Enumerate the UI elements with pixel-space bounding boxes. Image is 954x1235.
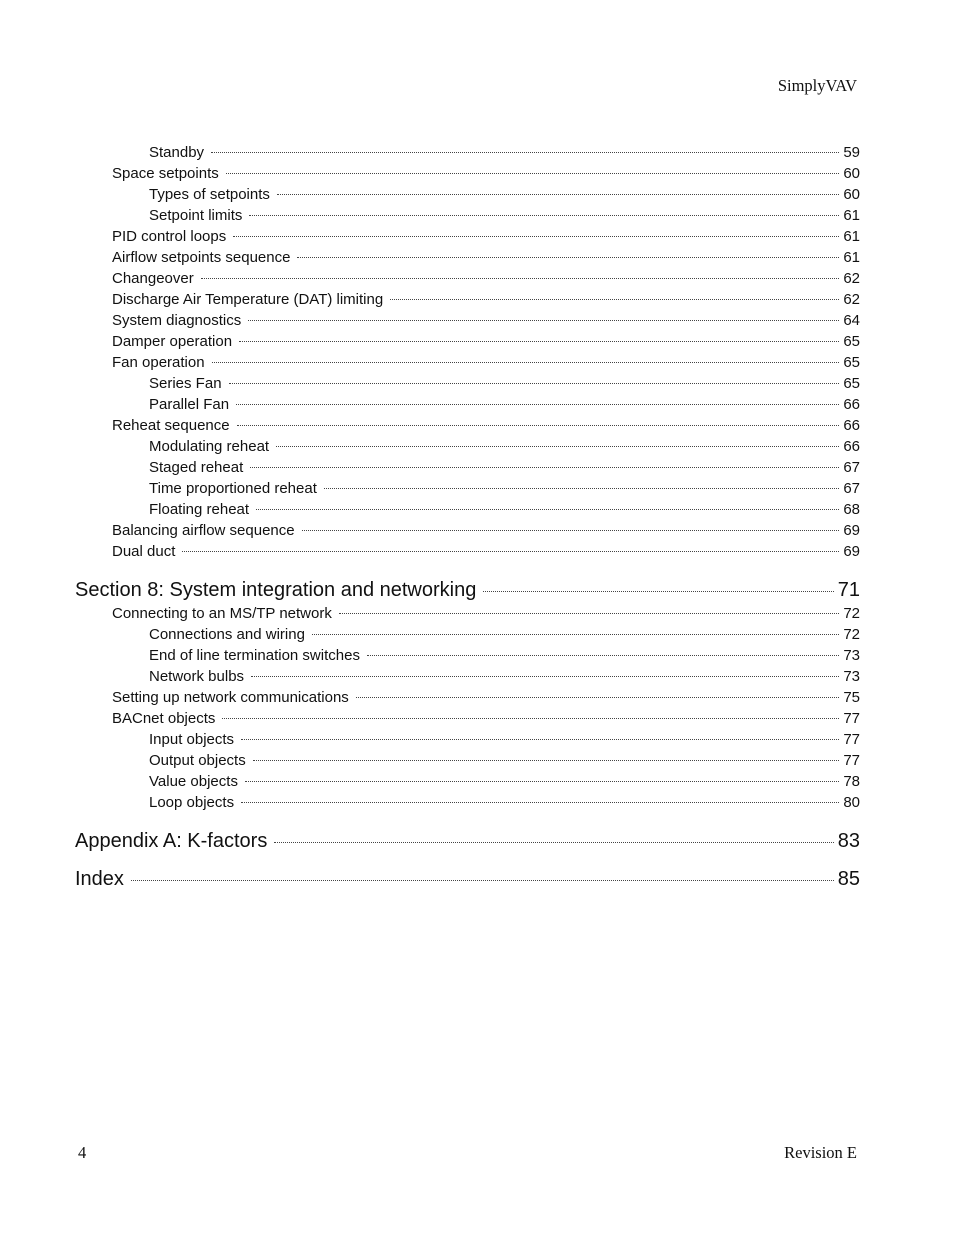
toc-entry-page: 61 — [843, 228, 860, 245]
toc-entry-page: 65 — [843, 333, 860, 350]
toc-entry[interactable] — [149, 771, 860, 792]
toc-entry-page: 66 — [843, 396, 860, 413]
toc-entry[interactable] — [112, 687, 860, 708]
toc-entry-page: 61 — [843, 207, 860, 224]
toc-entry-page: 64 — [843, 312, 860, 329]
dot-leader — [222, 718, 839, 719]
toc-entry-label: Balancing airflow sequence — [112, 522, 295, 539]
toc-entry[interactable] — [149, 142, 860, 163]
dot-leader — [241, 802, 839, 803]
dot-leader — [250, 467, 839, 468]
toc-entry[interactable] — [149, 750, 860, 771]
dot-leader — [277, 194, 839, 195]
toc-entry[interactable] — [112, 603, 860, 624]
toc-entry-label: Output objects — [149, 752, 246, 769]
dot-leader — [248, 320, 839, 321]
dot-leader — [297, 257, 839, 258]
toc-entry-page: 83 — [837, 830, 860, 852]
toc-entry-label: Damper operation — [112, 333, 233, 350]
toc-entry-page: 59 — [843, 144, 860, 161]
toc-entry-label: Standby — [149, 144, 205, 161]
dot-leader — [253, 760, 840, 761]
toc-entry[interactable] — [112, 247, 860, 268]
toc-entry[interactable] — [149, 205, 860, 226]
dot-leader — [212, 362, 840, 363]
toc-entry-page: 80 — [843, 794, 860, 811]
toc-entry-label: BACnet objects — [112, 710, 216, 727]
toc-entry-page: 67 — [843, 459, 860, 476]
toc-entry-label: Value objects — [149, 773, 238, 790]
toc-entry-label: Setpoint limits — [149, 207, 243, 224]
toc-entry[interactable] — [149, 478, 860, 499]
toc-entry-label: Time proportioned reheat — [149, 480, 317, 497]
toc-entry-label: Parallel Fan — [149, 396, 230, 413]
toc-entry-page: 77 — [843, 731, 860, 748]
toc-entry[interactable] — [149, 792, 860, 813]
toc-entry[interactable] — [149, 729, 860, 750]
toc-entry-page: 75 — [843, 689, 860, 706]
dot-leader — [241, 739, 839, 740]
dot-leader — [339, 613, 839, 614]
toc-entry-label: Appendix A: K-factors — [75, 830, 268, 852]
toc-entry-page: 73 — [843, 668, 860, 685]
dot-leader — [256, 509, 839, 510]
dot-leader — [276, 446, 839, 447]
toc-entry-page: 72 — [843, 626, 860, 643]
dot-leader — [236, 404, 839, 405]
toc-entry[interactable] — [112, 331, 860, 352]
toc-entry-label: Setting up network communications — [112, 689, 349, 706]
toc-entry[interactable] — [149, 645, 860, 666]
toc-entry[interactable] — [112, 310, 860, 331]
dot-leader — [390, 299, 839, 300]
dot-leader — [237, 425, 840, 426]
toc-entry[interactable] — [112, 708, 860, 729]
toc-entry-label: Loop objects — [149, 794, 235, 811]
dot-leader — [274, 842, 833, 843]
dot-leader — [356, 697, 840, 698]
toc-entry-page: 66 — [843, 417, 860, 434]
toc-entry-page: 65 — [843, 375, 860, 392]
toc-entry[interactable] — [149, 457, 860, 478]
toc-entry-page: 69 — [843, 522, 860, 539]
toc-entry[interactable] — [112, 268, 860, 289]
toc-entry-label: Index — [75, 868, 124, 890]
dot-leader — [483, 591, 833, 592]
toc-entry[interactable] — [149, 499, 860, 520]
toc-entry[interactable] — [149, 666, 860, 687]
dot-leader — [201, 278, 840, 279]
dot-leader — [211, 152, 839, 153]
toc-entry-label: Series Fan — [149, 375, 222, 392]
toc-entry-page: 73 — [843, 647, 860, 664]
toc-entry-page: 77 — [843, 710, 860, 727]
toc-entry-page: 65 — [843, 354, 860, 371]
toc-entry-label: Reheat sequence — [112, 417, 230, 434]
toc-entry-label: Input objects — [149, 731, 235, 748]
toc-entry-page: 69 — [843, 543, 860, 560]
dot-leader — [233, 236, 839, 237]
toc-entry-label: Changeover — [112, 270, 194, 287]
toc-entry[interactable] — [112, 541, 860, 562]
toc-entry[interactable] — [149, 624, 860, 645]
toc-entry[interactable] — [112, 415, 860, 436]
toc-entry-page: 77 — [843, 752, 860, 769]
toc-entry[interactable] — [149, 436, 860, 457]
dot-leader — [324, 488, 839, 489]
toc-entry-label: Staged reheat — [149, 459, 244, 476]
toc-entry-page: 68 — [843, 501, 860, 518]
toc-entry-page: 62 — [843, 291, 860, 308]
running-header: SimplyVAV — [777, 76, 857, 95]
toc-section-entry[interactable] — [75, 828, 860, 854]
dot-leader — [131, 880, 834, 881]
toc-entry-label: Section 8: System integration and networking — [75, 579, 477, 601]
toc-entry[interactable] — [149, 394, 860, 415]
dot-leader — [249, 215, 839, 216]
dot-leader — [226, 173, 840, 174]
dot-leader — [229, 383, 840, 384]
toc-entry-label: PID control loops — [112, 228, 227, 245]
toc-entry-page: 71 — [837, 579, 860, 601]
toc-entry-label: Connections and wiring — [149, 626, 305, 643]
toc-entry-page: 66 — [843, 438, 860, 455]
toc-entry-label: Space setpoints — [112, 165, 219, 182]
dot-leader — [251, 676, 839, 677]
toc-entry-page: 60 — [843, 186, 860, 203]
toc-entry-page: 61 — [843, 249, 860, 266]
dot-leader — [302, 530, 840, 531]
toc-section-entry[interactable] — [75, 577, 860, 603]
toc-entry[interactable] — [112, 352, 860, 373]
toc-entry-page: 62 — [843, 270, 860, 287]
toc-entry[interactable] — [149, 184, 860, 205]
toc-entry[interactable] — [112, 289, 860, 310]
toc-entry[interactable] — [149, 373, 860, 394]
toc-entry-label: End of line termination switches — [149, 647, 360, 664]
toc-entry-label: Airflow setpoints sequence — [112, 249, 291, 266]
revision-label: Revision E — [784, 1143, 857, 1162]
dot-leader — [367, 655, 839, 656]
toc-entry-page: 85 — [837, 868, 860, 890]
page-number: 4 — [78, 1143, 87, 1162]
toc-entry-label: System diagnostics — [112, 312, 242, 329]
toc-entry[interactable] — [112, 226, 860, 247]
toc-entry-label: Floating reheat — [149, 501, 250, 518]
dot-leader — [239, 341, 839, 342]
dot-leader — [312, 634, 839, 635]
toc-entry-page: 67 — [843, 480, 860, 497]
toc-entry-label: Fan operation — [112, 354, 205, 371]
dot-leader — [182, 551, 839, 552]
table-of-contents — [0, 142, 954, 892]
toc-entry-label: Discharge Air Temperature (DAT) limiting — [112, 291, 384, 308]
toc-entry-page: 60 — [843, 165, 860, 182]
toc-entry-label: Dual duct — [112, 543, 176, 560]
toc-entry-label: Network bulbs — [149, 668, 245, 685]
toc-entry-page: 72 — [843, 605, 860, 622]
toc-entry-label: Connecting to an MS/TP network — [112, 605, 332, 622]
toc-entry[interactable] — [112, 520, 860, 541]
toc-section-entry[interactable] — [75, 866, 860, 892]
dot-leader — [245, 781, 839, 782]
toc-entry-label: Modulating reheat — [149, 438, 270, 455]
toc-entry-label: Types of setpoints — [149, 186, 270, 203]
toc-entry[interactable] — [112, 163, 860, 184]
toc-entry-page: 78 — [843, 773, 860, 790]
